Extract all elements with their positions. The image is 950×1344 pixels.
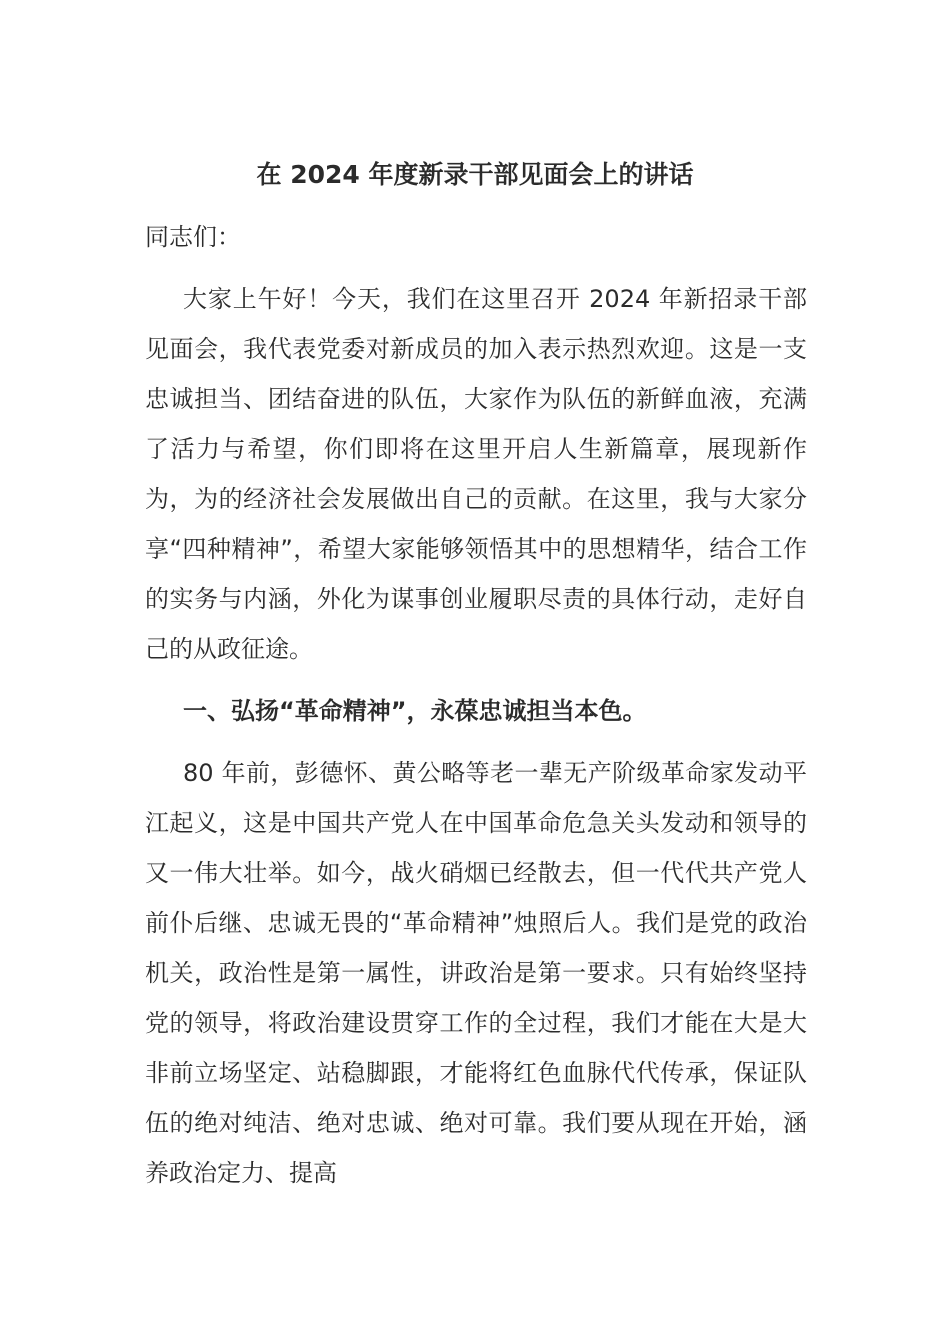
paragraph-opening: 大家上午好！今天，我们在这里召开 2024 年新招录干部见面会，我代表党委对新成员的加入表示热烈欢迎。这是一支忠诚担当、团结奋进的队伍，大家作为队伍的新鲜血液，充满了活力与希望，你们即将在这里开启人生新篇章，展现新作为，为的经济社会发展做出自己的贡献。在这里，我与大家分享“四种精神”，希望大家能够领悟其中的思想精华，结合工作的实务与内涵，外化为谋事创业履职尽责的具体行动，走好自己的从政征途。 bbox=[145, 285, 807, 663]
paragraph-section-one: 80 年前，彭德怀、黄公略等老一辈无产阶级革命家发动平江起义，这是中国共产党人在中国革命危急关头发动和领导的又一伟大壮举。如今，战火硝烟已经散去，但一代代共产党人前仆后继、忠诚无畏的“革命精神”烛照后人。我们是党的政治机关，政治性是第一属性，讲政治是第一要求。只有始终坚持党的领导，将政治建设贯穿工作的全过程，我们才能在大是大非前立场坚定、站稳脚跟，才能将红色血脉代代传承，保证队伍的绝对纯洁、绝对忠诚、绝对可靠。我们要从现在开始，涵养政治定力、提高 bbox=[145, 759, 807, 1187]
document-title: 在 2024 年度新录干部见面会上的讲话 bbox=[256, 160, 694, 189]
document-body bbox=[145, 212, 807, 1210]
greeting: 同志们： bbox=[145, 223, 241, 251]
section-heading: 一、弘扬“革命精神”，永葆忠诚担当本色。 bbox=[183, 697, 647, 725]
